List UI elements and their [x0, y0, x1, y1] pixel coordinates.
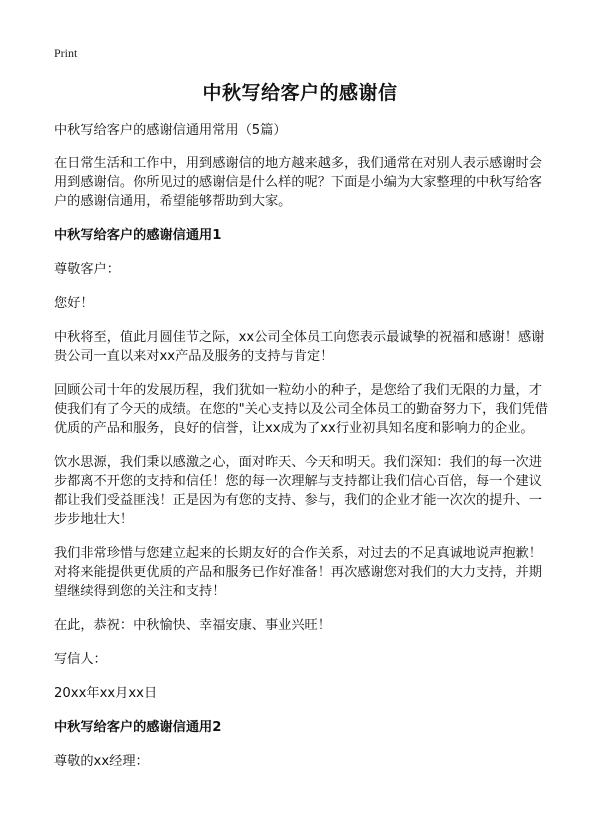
intro-paragraph: 在日常生活和工作中，用到感谢信的地方越来越多，我们通常在对别人表示感谢时会用到感谢信。你所见过的感谢信是什么样的呢？下面是小编为大家整理的中秋写给客户的感谢信通用，希望能够帮助到大家。: [54, 156, 542, 209]
greeting-line: 您好！: [54, 296, 94, 311]
salutation: 尊敬客户：: [54, 262, 120, 277]
print-link[interactable]: Print: [54, 46, 78, 60]
sender-line: 写信人：: [54, 652, 107, 667]
body-paragraph-3: 饮水思源，我们秉以感激之心，面对昨天、今天和明天。我们深知：我们的每一次进步都离不开您的支持和信任！您的每一次理解与支持都让我们信心百倍，每一个建议都让我们受益匪浅！正是因为有您的支持、参与，我们的企业才能一次次的提升、一步步地壮大！: [54, 455, 542, 527]
document-subtitle: 中秋写给客户的感谢信通用常用（5篇）: [54, 123, 287, 138]
body-paragraph-1: 中秋将至，值此月圆佳节之际，xx公司全体员工向您表示最诚挚的祝福和感谢！感谢贵公司一直以来对xx产品及服务的支持与肯定！: [54, 330, 545, 364]
salutation-2: 尊敬的xx经理：: [54, 754, 149, 769]
closing-line: 在此，恭祝：中秋愉快、幸福安康、事业兴旺！: [54, 618, 331, 633]
document-body: [54, 121, 552, 786]
body-paragraph-4: 我们非常珍惜与您建立起来的长期友好的合作关系，对过去的不足真诚地说声抱歉！对将来能提供更优质的产品和服务已作好准备！再次感谢您对我们的大力支持，并期望继续得到您的关注和支持！: [54, 546, 542, 599]
body-paragraph-2: 回顾公司十年的发展历程，我们犹如一粒幼小的种子，是您给了我们无限的力量，才使我们有了今天的成绩。在您的"关心支持以及公司全体员工的勤奋努力下，我们凭借优质的产品和服务，良好的信誉，让xx成为了xx行业初具知名度和影响力的企业。: [54, 383, 548, 436]
section-heading-1: 中秋写给客户的感谢信通用1: [54, 228, 222, 243]
section-heading-2: 中秋写给客户的感谢信通用2: [54, 720, 222, 735]
date-line: 20xx年xx月xx日: [54, 686, 158, 701]
page-title: 中秋写给客户的感谢信: [202, 82, 398, 104]
